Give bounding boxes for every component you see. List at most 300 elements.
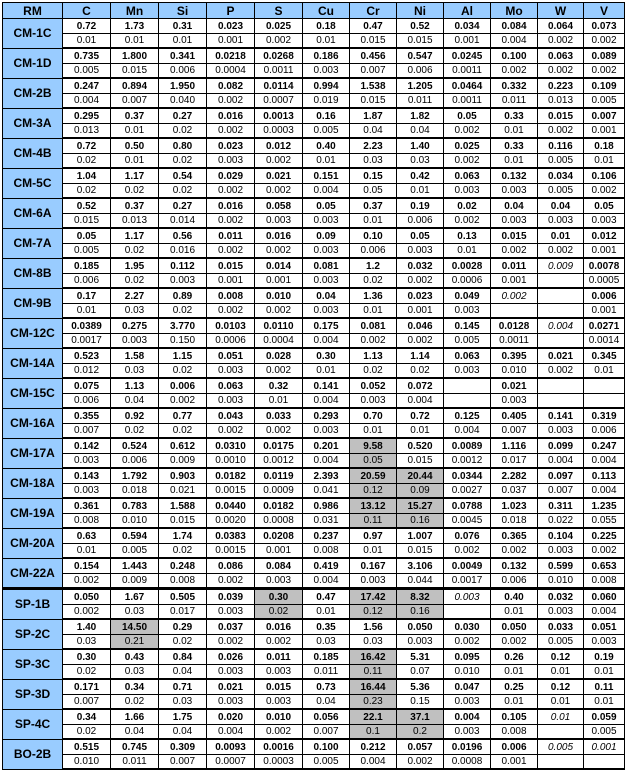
value-cell: 2.27 xyxy=(111,288,159,304)
value-cell: 0.0049 xyxy=(444,558,491,574)
value-cell: 0.783 xyxy=(111,498,159,514)
uncertainty-cell: 0.02 xyxy=(159,124,207,139)
uncertainty-cell: 0.01 xyxy=(538,665,584,680)
uncertainty-cell: 0.009 xyxy=(159,454,207,469)
uncertainty-cell: 0.0010 xyxy=(207,454,255,469)
uncertainty-cell: 0.001 xyxy=(207,34,255,49)
uncertainty-cell: 0.005 xyxy=(538,184,584,199)
uncertainty-cell: 0.23 xyxy=(350,695,397,710)
value-cell: 22.1 xyxy=(350,709,397,725)
uncertainty-cell: 0.0015 xyxy=(207,484,255,499)
uncertainty-cell: 0.003 xyxy=(255,695,303,710)
uncertainty-cell: 0.02 xyxy=(63,665,111,680)
uncertainty-cell: 0.002 xyxy=(538,64,584,79)
uncertainty-cell: 0.002 xyxy=(207,244,255,259)
rm-name-cell: SP-1B xyxy=(3,589,63,620)
uncertainty-cell: 0.002 xyxy=(538,364,584,379)
uncertainty-cell: 0.004 xyxy=(303,184,350,199)
uncertainty-cell: 0.015 xyxy=(350,34,397,49)
value-cell: 1.538 xyxy=(350,78,397,94)
table-row xyxy=(3,378,625,394)
uncertainty-cell: 0.001 xyxy=(255,544,303,559)
uncertainty-cell: 0.0017 xyxy=(444,574,491,589)
uncertainty-cell: 0.005 xyxy=(584,725,625,740)
uncertainty-cell: 0.01 xyxy=(584,364,625,379)
uncertainty-cell: 0.004 xyxy=(584,605,625,620)
table-row xyxy=(3,589,625,605)
value-cell: 0.63 xyxy=(63,528,111,544)
uncertainty-cell: 0.003 xyxy=(584,635,625,650)
uncertainty-cell: 0.011 xyxy=(111,755,159,770)
value-cell: 2.393 xyxy=(303,468,350,484)
value-cell: 14.50 xyxy=(111,619,159,635)
uncertainty-cell: 0.03 xyxy=(63,635,111,650)
header-c: C xyxy=(63,3,111,19)
value-cell: 0.01 xyxy=(538,228,584,244)
value-cell: 0.132 xyxy=(491,558,538,574)
uncertainty-cell: 0.003 xyxy=(303,424,350,439)
value-cell: 0.0389 xyxy=(63,318,111,334)
uncertainty-cell xyxy=(491,304,538,319)
value-cell: 0.063 xyxy=(207,378,255,394)
uncertainty-cell: 0.016 xyxy=(159,244,207,259)
uncertainty-cell: 0.004 xyxy=(584,454,625,469)
table-row xyxy=(3,558,625,574)
uncertainty-cell: 0.0045 xyxy=(444,514,491,529)
uncertainty-cell: 0.002 xyxy=(63,574,111,589)
uncertainty-cell: 0.018 xyxy=(491,514,538,529)
uncertainty-cell: 0.003 xyxy=(111,334,159,349)
table-row xyxy=(3,679,625,695)
uncertainty-row xyxy=(3,755,625,770)
uncertainty-cell: 0.003 xyxy=(491,214,538,229)
uncertainty-cell: 0.2 xyxy=(397,725,444,740)
value-cell: 0.016 xyxy=(255,228,303,244)
value-cell: 0.10 xyxy=(350,228,397,244)
value-cell: 0.77 xyxy=(159,408,207,424)
uncertainty-row xyxy=(3,484,625,499)
uncertainty-cell: 0.002 xyxy=(491,244,538,259)
value-cell: 0.051 xyxy=(584,619,625,635)
uncertainty-cell: 0.013 xyxy=(538,94,584,109)
value-cell: 0.0128 xyxy=(491,318,538,334)
uncertainty-row xyxy=(3,394,625,409)
value-cell: 0.05 xyxy=(63,228,111,244)
uncertainty-cell: 0.01 xyxy=(491,124,538,139)
uncertainty-cell: 0.0003 xyxy=(255,755,303,770)
uncertainty-cell: 0.011 xyxy=(303,665,350,680)
uncertainty-cell: 0.0008 xyxy=(255,514,303,529)
uncertainty-cell: 0.16 xyxy=(397,514,444,529)
value-cell: 0.185 xyxy=(303,649,350,665)
uncertainty-cell: 0.008 xyxy=(303,544,350,559)
uncertainty-cell: 0.008 xyxy=(63,514,111,529)
table-row xyxy=(3,619,625,635)
value-cell: 1.36 xyxy=(350,288,397,304)
uncertainty-cell: 0.004 xyxy=(538,454,584,469)
value-cell: 0.515 xyxy=(63,739,111,755)
uncertainty-cell: 0.006 xyxy=(159,64,207,79)
table-row xyxy=(3,198,625,214)
value-cell: 0.745 xyxy=(111,739,159,755)
uncertainty-row xyxy=(3,665,625,680)
uncertainty-cell: 0.002 xyxy=(491,544,538,559)
uncertainty-cell: 0.002 xyxy=(397,274,444,289)
value-cell: 0.311 xyxy=(538,498,584,514)
uncertainty-cell: 0.01 xyxy=(303,34,350,49)
value-cell: 0.011 xyxy=(207,228,255,244)
value-cell: 0.27 xyxy=(159,198,207,214)
uncertainty-cell: 0.015 xyxy=(63,214,111,229)
value-cell: 0.89 xyxy=(159,288,207,304)
value-cell: 0.132 xyxy=(491,168,538,184)
table-row xyxy=(3,228,625,244)
rm-name-cell: CM-18A xyxy=(3,468,63,498)
value-cell: 0.361 xyxy=(63,498,111,514)
uncertainty-cell xyxy=(444,605,491,620)
value-cell: 0.01 xyxy=(538,709,584,725)
uncertainty-cell: 0.006 xyxy=(350,244,397,259)
value-cell: 0.057 xyxy=(397,739,444,755)
uncertainty-cell: 0.003 xyxy=(63,484,111,499)
value-cell xyxy=(584,378,625,394)
uncertainty-row xyxy=(3,514,625,529)
value-cell: 0.201 xyxy=(303,438,350,454)
uncertainty-cell: 0.0005 xyxy=(584,274,625,289)
uncertainty-cell: 0.02 xyxy=(159,424,207,439)
uncertainty-cell xyxy=(538,755,584,770)
uncertainty-row xyxy=(3,454,625,469)
uncertainty-cell: 0.04 xyxy=(111,394,159,409)
header-rm: RM xyxy=(3,3,63,19)
value-cell: 0.40 xyxy=(303,138,350,154)
value-cell xyxy=(444,378,491,394)
value-cell: 0.05 xyxy=(397,228,444,244)
uncertainty-cell: 0.002 xyxy=(255,364,303,379)
uncertainty-cell: 0.005 xyxy=(303,124,350,139)
value-cell: 0.016 xyxy=(207,198,255,214)
uncertainty-cell: 0.002 xyxy=(584,64,625,79)
header-mo: Mo xyxy=(491,3,538,19)
header-s: S xyxy=(255,3,303,19)
value-cell: 3.770 xyxy=(159,318,207,334)
uncertainty-cell: 0.015 xyxy=(111,64,159,79)
value-cell: 0.056 xyxy=(303,709,350,725)
uncertainty-cell: 0.02 xyxy=(159,635,207,650)
table-row xyxy=(3,408,625,424)
value-cell: 0.73 xyxy=(303,679,350,695)
uncertainty-cell: 0.02 xyxy=(350,364,397,379)
value-cell: 0.319 xyxy=(584,408,625,424)
uncertainty-cell: 0.0003 xyxy=(255,124,303,139)
uncertainty-cell: 0.006 xyxy=(491,574,538,589)
uncertainty-cell: 0.019 xyxy=(303,94,350,109)
value-cell: 0.0028 xyxy=(444,258,491,274)
value-cell: 0.049 xyxy=(444,288,491,304)
value-cell: 0.059 xyxy=(584,709,625,725)
uncertainty-row xyxy=(3,184,625,199)
uncertainty-cell: 0.001 xyxy=(584,244,625,259)
uncertainty-cell: 0.01 xyxy=(491,154,538,169)
value-cell: 0.47 xyxy=(350,19,397,34)
value-cell: 0.034 xyxy=(444,19,491,34)
uncertainty-cell: 0.017 xyxy=(159,605,207,620)
uncertainty-cell: 0.005 xyxy=(111,544,159,559)
value-cell: 0.141 xyxy=(303,378,350,394)
value-cell: 0.345 xyxy=(584,348,625,364)
value-cell: 0.072 xyxy=(397,378,444,394)
uncertainty-cell: 0.013 xyxy=(63,124,111,139)
uncertainty-cell: 0.022 xyxy=(538,514,584,529)
value-cell: 0.237 xyxy=(303,528,350,544)
uncertainty-cell: 0.02 xyxy=(111,274,159,289)
uncertainty-cell: 0.001 xyxy=(584,304,625,319)
uncertainty-cell: 0.1 xyxy=(350,725,397,740)
uncertainty-cell: 0.01 xyxy=(111,154,159,169)
uncertainty-cell: 0.001 xyxy=(255,274,303,289)
uncertainty-cell: 0.044 xyxy=(397,574,444,589)
uncertainty-cell: 0.055 xyxy=(584,514,625,529)
rm-name-cell: CM-20A xyxy=(3,528,63,558)
uncertainty-cell: 0.002 xyxy=(255,184,303,199)
rm-name-cell: CM-3A xyxy=(3,108,63,138)
value-cell: 1.95 xyxy=(111,258,159,274)
value-cell: 0.015 xyxy=(538,108,584,124)
uncertainty-cell: 0.005 xyxy=(303,755,350,770)
value-cell: 1.82 xyxy=(397,108,444,124)
uncertainty-cell: 0.004 xyxy=(397,394,444,409)
uncertainty-cell: 0.0027 xyxy=(444,484,491,499)
header-al: Al xyxy=(444,3,491,19)
uncertainty-cell: 0.003 xyxy=(444,304,491,319)
value-cell: 0.19 xyxy=(397,198,444,214)
value-cell: 0.0383 xyxy=(207,528,255,544)
value-cell: 1.56 xyxy=(350,619,397,635)
value-cell: 0.247 xyxy=(584,438,625,454)
value-cell: 0.100 xyxy=(303,739,350,755)
value-cell: 0.13 xyxy=(444,228,491,244)
uncertainty-cell: 0.003 xyxy=(538,544,584,559)
uncertainty-cell: 0.006 xyxy=(63,394,111,409)
value-cell: 0.075 xyxy=(63,378,111,394)
value-cell: 3.106 xyxy=(397,558,444,574)
value-cell xyxy=(538,378,584,394)
rm-name-cell: CM-2B xyxy=(3,78,63,108)
value-cell: 1.14 xyxy=(397,348,444,364)
uncertainty-cell: 0.015 xyxy=(397,544,444,559)
value-cell: 0.365 xyxy=(491,528,538,544)
uncertainty-cell: 0.003 xyxy=(350,574,397,589)
uncertainty-cell: 0.006 xyxy=(63,274,111,289)
value-cell: 1.950 xyxy=(159,78,207,94)
value-cell: 0.030 xyxy=(444,619,491,635)
uncertainty-cell: 0.02 xyxy=(63,154,111,169)
uncertainty-cell: 0.012 xyxy=(63,364,111,379)
uncertainty-cell: 0.05 xyxy=(350,454,397,469)
uncertainty-cell: 0.04 xyxy=(303,695,350,710)
uncertainty-cell: 0.01 xyxy=(350,304,397,319)
value-cell: 1.04 xyxy=(63,168,111,184)
table-body xyxy=(3,19,625,770)
uncertainty-cell: 0.0011 xyxy=(255,64,303,79)
value-cell: 0.109 xyxy=(584,78,625,94)
uncertainty-cell: 0.002 xyxy=(207,574,255,589)
rm-name-cell: BO-2B xyxy=(3,739,63,769)
uncertainty-cell: 0.002 xyxy=(444,635,491,650)
uncertainty-cell: 0.018 xyxy=(111,484,159,499)
value-cell: 0.50 xyxy=(111,138,159,154)
uncertainty-cell: 0.02 xyxy=(111,184,159,199)
value-cell: 0.0078 xyxy=(584,258,625,274)
uncertainty-cell: 0.010 xyxy=(444,665,491,680)
value-cell: 0.025 xyxy=(444,138,491,154)
value-cell: 0.004 xyxy=(444,709,491,725)
value-cell: 1.205 xyxy=(397,78,444,94)
uncertainty-cell: 0.0012 xyxy=(255,454,303,469)
value-cell: 0.020 xyxy=(207,709,255,725)
uncertainty-cell: 0.002 xyxy=(255,244,303,259)
value-cell: 0.171 xyxy=(63,679,111,695)
value-cell: 0.002 xyxy=(491,288,538,304)
uncertainty-cell: 0.037 xyxy=(491,484,538,499)
uncertainty-cell: 0.12 xyxy=(350,605,397,620)
value-cell: 0.032 xyxy=(538,589,584,605)
uncertainty-cell: 0.002 xyxy=(207,184,255,199)
value-cell: 0.039 xyxy=(207,589,255,605)
value-cell: 0.0344 xyxy=(444,468,491,484)
uncertainty-cell: 0.01 xyxy=(111,124,159,139)
table-row xyxy=(3,528,625,544)
value-cell: 0.167 xyxy=(350,558,397,574)
uncertainty-cell: 0.031 xyxy=(303,514,350,529)
value-cell: 0.735 xyxy=(63,48,111,64)
value-cell: 0.986 xyxy=(303,498,350,514)
uncertainty-cell: 0.01 xyxy=(159,34,207,49)
uncertainty-cell: 0.004 xyxy=(303,454,350,469)
uncertainty-cell: 0.12 xyxy=(350,484,397,499)
uncertainty-cell: 0.01 xyxy=(444,244,491,259)
uncertainty-cell: 0.0004 xyxy=(255,334,303,349)
uncertainty-cell: 0.01 xyxy=(584,695,625,710)
uncertainty-cell: 0.004 xyxy=(207,725,255,740)
value-cell: 0.19 xyxy=(584,649,625,665)
value-cell: 1.17 xyxy=(111,228,159,244)
value-cell: 0.295 xyxy=(63,108,111,124)
value-cell: 0.341 xyxy=(159,48,207,64)
uncertainty-cell: 0.007 xyxy=(303,725,350,740)
rm-name-cell: SP-3C xyxy=(3,649,63,679)
value-cell: 0.25 xyxy=(491,679,538,695)
value-cell: 0.082 xyxy=(207,78,255,94)
value-cell: 9.58 xyxy=(350,438,397,454)
uncertainty-cell: 0.002 xyxy=(63,605,111,620)
uncertainty-cell: 0.0011 xyxy=(444,94,491,109)
uncertainty-cell: 0.01 xyxy=(350,214,397,229)
value-cell: 0.043 xyxy=(207,408,255,424)
rm-composition-table xyxy=(2,2,625,770)
value-cell: 0.104 xyxy=(538,528,584,544)
value-cell: 0.081 xyxy=(350,318,397,334)
value-cell: 0.142 xyxy=(63,438,111,454)
uncertainty-cell: 0.03 xyxy=(303,635,350,650)
uncertainty-cell: 0.010 xyxy=(111,514,159,529)
value-cell: 0.113 xyxy=(584,468,625,484)
table-row xyxy=(3,498,625,514)
uncertainty-cell: 0.150 xyxy=(159,334,207,349)
value-cell: 0.116 xyxy=(538,138,584,154)
value-cell: 0.007 xyxy=(584,108,625,124)
value-cell: 0.0013 xyxy=(255,108,303,124)
value-cell: 0.05 xyxy=(584,198,625,214)
uncertainty-cell: 0.004 xyxy=(303,394,350,409)
uncertainty-cell: 0.01 xyxy=(111,34,159,49)
value-cell: 0.112 xyxy=(159,258,207,274)
table-row xyxy=(3,138,625,154)
uncertainty-row xyxy=(3,64,625,79)
value-cell: 0.29 xyxy=(159,619,207,635)
value-cell: 0.0208 xyxy=(255,528,303,544)
uncertainty-cell: 0.002 xyxy=(584,184,625,199)
uncertainty-cell: 0.003 xyxy=(255,214,303,229)
table-row xyxy=(3,709,625,725)
value-cell: 0.008 xyxy=(207,288,255,304)
value-cell: 0.0103 xyxy=(207,318,255,334)
value-cell: 0.145 xyxy=(444,318,491,334)
uncertainty-cell: 0.007 xyxy=(350,64,397,79)
uncertainty-cell: 0.006 xyxy=(397,214,444,229)
value-cell: 0.71 xyxy=(159,679,207,695)
uncertainty-cell: 0.003 xyxy=(207,394,255,409)
value-cell: 0.032 xyxy=(397,258,444,274)
uncertainty-cell: 0.002 xyxy=(255,635,303,650)
uncertainty-cell: 0.0011 xyxy=(491,334,538,349)
uncertainty-row xyxy=(3,334,625,349)
value-cell: 0.006 xyxy=(491,739,538,755)
uncertainty-row xyxy=(3,244,625,259)
value-cell: 1.588 xyxy=(159,498,207,514)
uncertainty-row xyxy=(3,304,625,319)
uncertainty-cell: 0.02 xyxy=(63,725,111,740)
value-cell: 1.73 xyxy=(111,19,159,34)
uncertainty-cell: 0.0008 xyxy=(444,755,491,770)
rm-name-cell: CM-8B xyxy=(3,258,63,288)
value-cell: 0.80 xyxy=(159,138,207,154)
value-cell: 1.17 xyxy=(111,168,159,184)
value-cell: 0.594 xyxy=(111,528,159,544)
value-cell: 0.0268 xyxy=(255,48,303,64)
value-cell: 0.09 xyxy=(303,228,350,244)
uncertainty-cell: 0.003 xyxy=(303,274,350,289)
value-cell: 1.15 xyxy=(159,348,207,364)
value-cell: 0.084 xyxy=(255,558,303,574)
uncertainty-cell: 0.003 xyxy=(444,364,491,379)
uncertainty-cell: 0.003 xyxy=(207,364,255,379)
uncertainty-cell: 0.007 xyxy=(538,484,584,499)
value-cell: 0.011 xyxy=(255,649,303,665)
value-cell: 0.097 xyxy=(538,468,584,484)
uncertainty-row xyxy=(3,34,625,49)
value-cell: 37.1 xyxy=(397,709,444,725)
value-cell: 5.31 xyxy=(397,649,444,665)
rm-name-cell: CM-9B xyxy=(3,288,63,318)
value-cell: 0.175 xyxy=(303,318,350,334)
value-cell: 0.0093 xyxy=(207,739,255,755)
uncertainty-cell: 0.01 xyxy=(63,34,111,49)
value-cell: 1.74 xyxy=(159,528,207,544)
uncertainty-cell: 0.003 xyxy=(491,184,538,199)
value-cell: 1.007 xyxy=(397,528,444,544)
value-cell: 0.332 xyxy=(491,78,538,94)
